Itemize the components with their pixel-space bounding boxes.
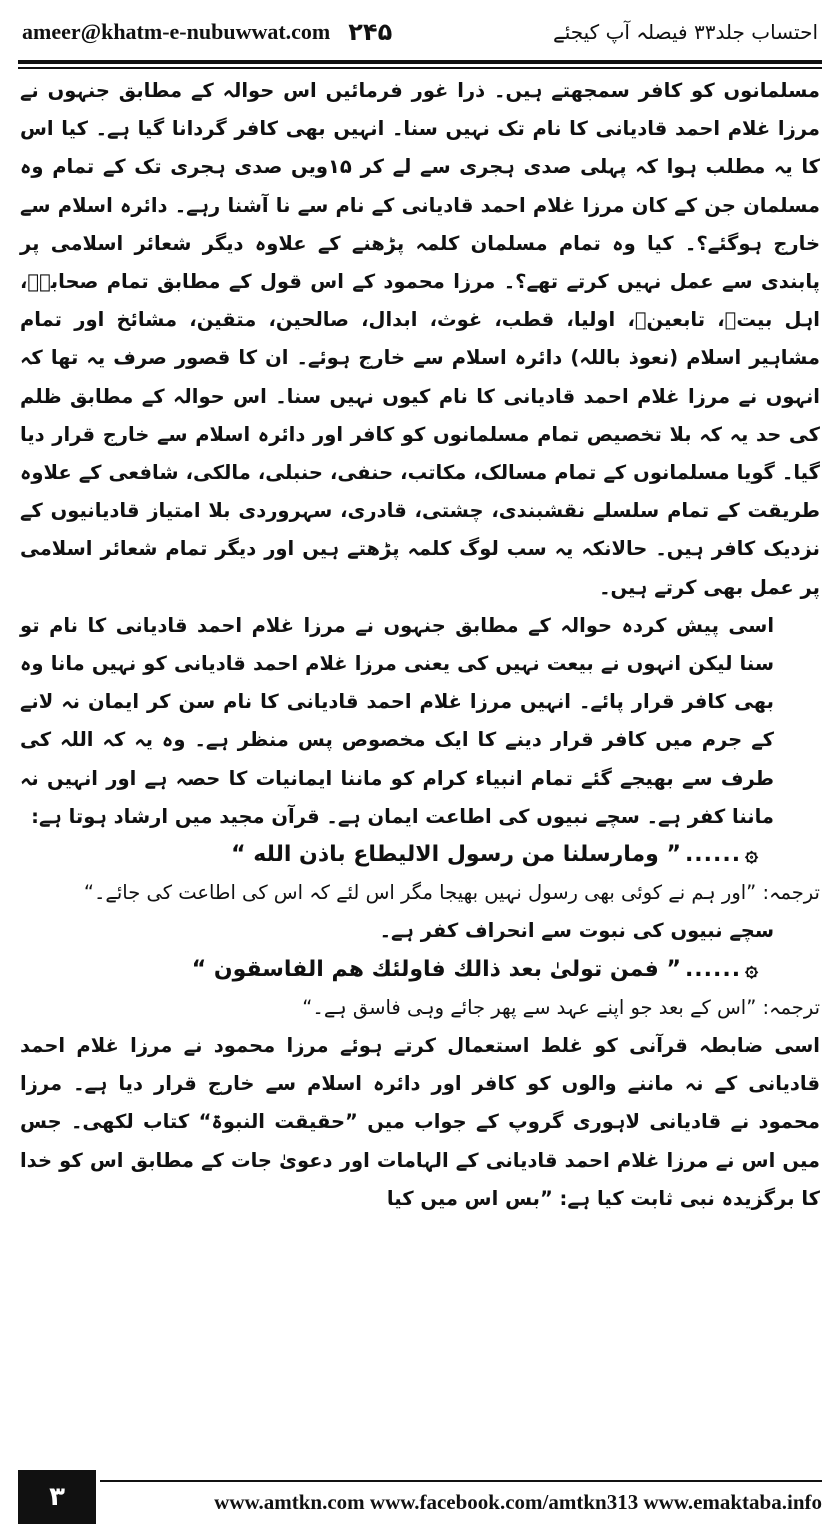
header-page-number: ۲۴۵ [348, 18, 393, 46]
verse-2-text: ” فمن تولیٰ بعد ذالك فاولئك هم الفاسقون “ [191, 956, 681, 982]
closing-paragraph: اسی ضابطہ قرآنی کو غلط استعمال کرتے ہوئے مرزا محمود نے مرزا غلام احمد قادیانی کے نہ ماننے والوں کو کافر اور دائرہ اسلام سے خارج قرار دیا ہے۔ مرزا محمود نے قادیانی لاہوری گروپ کے جواب میں ”حقیقت النبوۃ“ کتاب لکھی۔ جس میں اس نے مرزا غلام احمد قادیانی کے الہامات اور دعویٰ جات کے مطابق اس کو خدا کا برگزیدہ نبی ثابت کیا ہے: ”بس اس میں کیا [20, 1034, 820, 1210]
verse-1-translation: ترجمہ: ”اور ہم نے کوئی بھی رسول نہیں بھیجا مگر اس لئے کہ اس کی اطاعت کی جائے۔“ [83, 881, 820, 905]
header-title: احتساب جلد۳۳ فیصلہ آپ کیجئے [552, 20, 818, 44]
verse-dots: ...... [684, 956, 742, 982]
verse-2-translation: ترجمہ: ”اس کے بعد جو اپنے عہد سے پھر جائے وہی فاسق ہے۔“ [302, 995, 820, 1019]
verse-dots: ...... [684, 842, 742, 868]
verse-marker-icon: ۞ [745, 842, 758, 868]
footer-number: ۳ [18, 1470, 96, 1524]
verse-marker-icon: ۞ [745, 956, 758, 982]
verse-1-text: ” ومارسلنا من رسول الالیطاع باذن الله “ [231, 842, 681, 868]
verse-1 [20, 836, 820, 874]
footer-rule [100, 1480, 822, 1482]
page-header [22, 10, 818, 54]
body-text [20, 72, 820, 1218]
header-rule-thin [18, 67, 822, 69]
header-email[interactable]: ameer@khatm-e-nubuwwat.com [22, 19, 331, 44]
verse-2 [20, 951, 820, 989]
page-footer [18, 1480, 822, 1526]
header-rule-thick [18, 60, 822, 64]
header-left [22, 18, 392, 46]
paragraph-2: اسی پیش کردہ حوالہ کے مطابق جنہوں نے مرزا غلام احمد قادیانی کا نام تو سنا لیکن انہوں نے بیعت نہیں کی یعنی مرزا غلام احمد قادیانی کو نہیں مانا وہ بھی کافر قرار پائے۔ انہیں مرزا غلام احمد قادیانی کا نام سن کر ایمان نہ لانے کے جرم میں کافر قرار دینے کا ایک مخصوص پس منظر ہے۔ وہ یہ کہ اللہ کی طرف سے بھیجے گئے تمام انبیاء کرام کو ماننا ایمانیات کا حصہ ہے اور انہیں نہ ماننا کفر ہے۔ سچے نبیوں کی اطاعت ایمان ہے۔ قرآن مجید میں ارشاد ہوتا ہے: [20, 613, 774, 828]
verse-1-after: سچے نبیوں کی نبوت سے انحراف کفر ہے۔ [379, 919, 774, 943]
paragraph-1: مسلمانوں کو کافر سمجھتے ہیں۔ ذرا غور فرمائیں اس حوالہ کے مطابق جنہوں نے مرزا غلام احمد قادیانی کا نام تک نہیں سنا۔ انہیں بھی کافر گردانا گیا ہے۔ کیا اس کا یہ مطلب ہوا کہ پہلی صدی ہجری سے لے کر ۱۵ویں صدی ہجری تک کے تمام وہ مسلمان جن کے کان مرزا غلام احمد قادیانی کے نام سے نا آشنا رہے۔ دائرہ اسلام سے خارج ہوگئے؟۔ کیا وہ تمام مسلمان کلمہ پڑھنے کے علاوہ دیگر شعائر اسلامی پر پابندی سے عمل نہیں کرتے تھے؟۔ مرزا محمود کے اس قول کے مطابق تمام صحابہؓ، اہل بیتؓ، تابعینؒ، اولیا، قطب، غوث، ابدال، صالحین، متقین، مشائخ اور تمام مشاہیر اسلام (نعوذ باللہ) دائرہ اسلام سے خارج ہوئے۔ ان کا قصور صرف یہ تھا کہ انہوں نے مرزا غلام احمد قادیانی کا نام کیوں نہیں سنا۔ اس حوالہ کے مطابق ظلم کی حد یہ کہ بلا تخصیص تمام مسلمانوں کو کافر اور دائرہ اسلام سے خارج قرار دیا گیا۔ گویا مسلمانوں کے تمام مسالک، مکاتب، حنفی، حنبلی، مالکی، شافعی کے علاوہ طریقت کے تمام سلسلے نقشبندی، چشتی، قادری، سہروردی بلا امتیاز قادیانیوں کے نزدیک کافر ہیں۔ حالانکہ یہ سب لوگ کلمہ پڑھتے ہیں اور دیگر تمام شعائر اسلامی پر عمل بھی کرتے ہیں۔ [20, 79, 821, 599]
footer-links[interactable]: www.amtkn.com www.facebook.com/amtkn313 www.emaktaba.info [214, 1490, 822, 1514]
